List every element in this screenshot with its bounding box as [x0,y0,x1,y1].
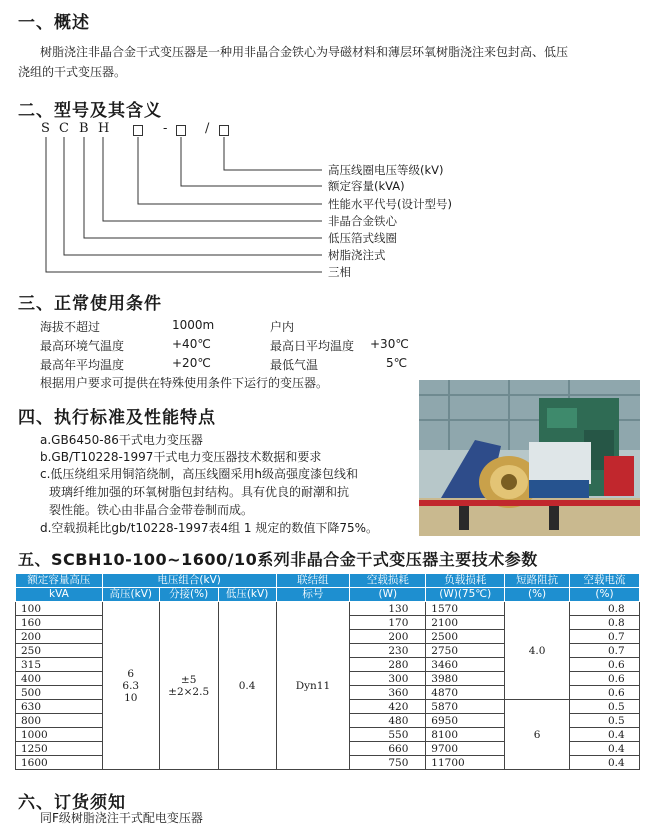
header-capacity-unit: kVA [16,588,103,602]
cell-no-load-loss: 300 [350,672,426,686]
cell-load-loss: 9700 [426,742,505,756]
cell-no-load-current: 0.7 [570,644,640,658]
cell-capacity: 400 [16,672,103,686]
model-label-hv-voltage: 高压线圈电压等级(kV) [328,163,444,177]
cell-no-load-current: 0.5 [570,714,640,728]
condition-label: 最高日平均温度 [270,339,355,353]
standard-item-a: a.GB6450-86干式电力变压器 [40,433,203,447]
cell-no-load-loss: 550 [350,728,426,742]
conditions-note: 根据用户要求可提供在特殊使用条件下运行的变压器。 [40,376,329,390]
model-code-letter: S [41,121,50,136]
cell-load-loss: 1570 [426,602,505,616]
feature-item-c-line1: c.低压绕组采用铜箔绕制，高压线圈采用h级高强度漆包线和 [40,467,359,481]
cell-no-load-loss: 230 [350,644,426,658]
header-capacity: 额定容量高压 [16,574,103,588]
section-title-ordering: 六、订货须知 [18,793,126,813]
cell-load-loss: 2500 [426,630,505,644]
ordering-text: 同F级树脂浇注干式配电变压器 [40,811,203,825]
section-title-overview: 一、概述 [18,13,90,33]
cell-load-loss: 8100 [426,728,505,742]
section-title-conditions: 三、正常使用条件 [18,294,162,314]
condition-label: 海拔不超过 [40,320,101,334]
section-title-model: 二、型号及其含义 [18,101,162,121]
cell-no-load-loss: 280 [350,658,426,672]
condition-value: 1000m [172,318,215,332]
cell-no-load-current: 0.4 [570,742,640,756]
cell-no-load-loss: 660 [350,742,426,756]
header-load-loss-unit: (W)(75℃) [426,588,505,602]
header-connection-group-2: 标号 [276,588,350,602]
cell-no-load-current: 0.7 [570,630,640,644]
model-label-resin-cast: 树脂浇注式 [328,248,386,262]
model-code-connector-lines [0,0,330,280]
cell-capacity: 200 [16,630,103,644]
tap-value: ±2×2.5 [168,685,210,698]
cell-no-load-current: 0.8 [570,616,640,630]
section-title-standards: 四、执行标准及性能特点 [18,408,216,428]
condition-label: 户内 [270,320,295,334]
feature-item-c-line2: 玻璃纤维加强的环氧树脂包封结构。具有优良的耐潮和抗 [49,485,350,499]
cell-no-load-current: 0.6 [570,672,640,686]
cell-no-load-loss: 420 [350,700,426,714]
cell-impedance: 6 [505,700,570,770]
header-no-load-loss: 空载损耗 [350,574,426,588]
header-no-load-current: 空载电流 [570,574,640,588]
overview-text-line2: 浇组的干式变压器。 [18,65,127,79]
header-voltage-combo: 电压组合(kV) [102,574,276,588]
cell-no-load-loss: 480 [350,714,426,728]
cell-no-load-current: 0.4 [570,728,640,742]
cell-no-load-current: 0.4 [570,756,640,770]
hv-value: 6 [127,667,135,680]
cell-no-load-current: 0.8 [570,602,640,616]
spec-table [15,573,640,770]
cell-load-loss: 4870 [426,686,505,700]
condition-value: +40℃ [172,337,211,351]
cell-capacity: 100 [16,602,103,616]
cell-load-loss: 2100 [426,616,505,630]
cell-capacity: 1000 [16,728,103,742]
cell-no-load-loss: 200 [350,630,426,644]
cell-no-load-current: 0.6 [570,686,640,700]
hv-value: 10 [124,691,138,704]
cell-load-loss: 3980 [426,672,505,686]
cell-capacity: 500 [16,686,103,700]
condition-value: +30℃ [370,337,409,351]
header-no-load-current-unit: (%) [570,588,640,602]
tap-value: ±5 [180,673,197,686]
cell-load-loss: 5870 [426,700,505,714]
hv-value: 6.3 [122,679,140,692]
condition-label: 最高环境气温度 [40,339,125,353]
cell-no-load-current: 0.6 [570,658,640,672]
cell-no-load-current: 0.5 [570,700,640,714]
cell-no-load-loss: 170 [350,616,426,630]
condition-value: 5℃ [386,356,408,370]
model-label-amorphous-core: 非晶合金铁心 [328,214,397,228]
condition-label: 最高年平均温度 [40,358,125,372]
model-label-performance-code: 性能水平代号(设计型号) [328,197,452,211]
header-lv: 低压(kV) [218,588,276,602]
feature-item-d: d.空载损耗比gb/t10228-1997表4组 1 规定的数值下降75%。 [40,521,379,535]
model-label-rated-capacity: 额定容量(kVA) [328,179,405,193]
condition-value: +20℃ [172,356,211,370]
condition-label: 最低气温 [270,358,319,372]
product-photo [419,380,640,536]
cell-connection-group: Dyn11 [276,602,350,770]
table-row [16,602,640,616]
standard-item-b: b.GB/T10228-1997干式电力变压器技术数据和要求 [40,450,322,464]
header-impedance-unit: (%) [505,588,570,602]
cell-no-load-loss: 750 [350,756,426,770]
cell-hv-values [102,602,159,770]
overview-text-line1: 树脂浇注非晶合金干式变压器是一种用非晶合金铁心为导磁材料和薄层环氧树脂浇注来包封高、低压 [40,45,569,59]
feature-item-c-line3: 裂性能。铁心由非晶合金带卷制而成。 [49,503,254,517]
model-code-letter: C [59,121,69,136]
section-title-spec-table: 五、SCBH10-100~1600/10系列非晶合金干式变压器主要技术参数 [18,550,538,569]
header-tap: 分接(%) [159,588,218,602]
model-code-separator: / [205,121,210,136]
cell-capacity: 1250 [16,742,103,756]
cell-capacity: 250 [16,644,103,658]
header-load-loss: 负载损耗 [426,574,505,588]
model-label-lv-foil-coil: 低压箔式线圈 [328,231,397,245]
cell-capacity: 315 [16,658,103,672]
cell-lv-value: 0.4 [218,602,276,770]
cell-load-loss: 2750 [426,644,505,658]
model-code-letter: H [98,121,110,136]
header-no-load-loss-unit: (W) [350,588,426,602]
cell-capacity: 1600 [16,756,103,770]
model-code-letter: B [79,121,89,136]
cell-load-loss: 11700 [426,756,505,770]
cell-capacity: 160 [16,616,103,630]
model-label-three-phase: 三相 [328,265,351,279]
cell-load-loss: 6950 [426,714,505,728]
cell-load-loss: 3460 [426,658,505,672]
cell-tap-values [159,602,218,770]
header-impedance: 短路阻抗 [505,574,570,588]
cell-capacity: 800 [16,714,103,728]
header-connection-group: 联结组 [276,574,350,588]
cell-capacity: 630 [16,700,103,714]
model-code-separator: - [163,121,168,136]
header-hv: 高压(kV) [102,588,159,602]
cell-no-load-loss: 130 [350,602,426,616]
cell-impedance: 4.0 [505,602,570,700]
cell-no-load-loss: 360 [350,686,426,700]
